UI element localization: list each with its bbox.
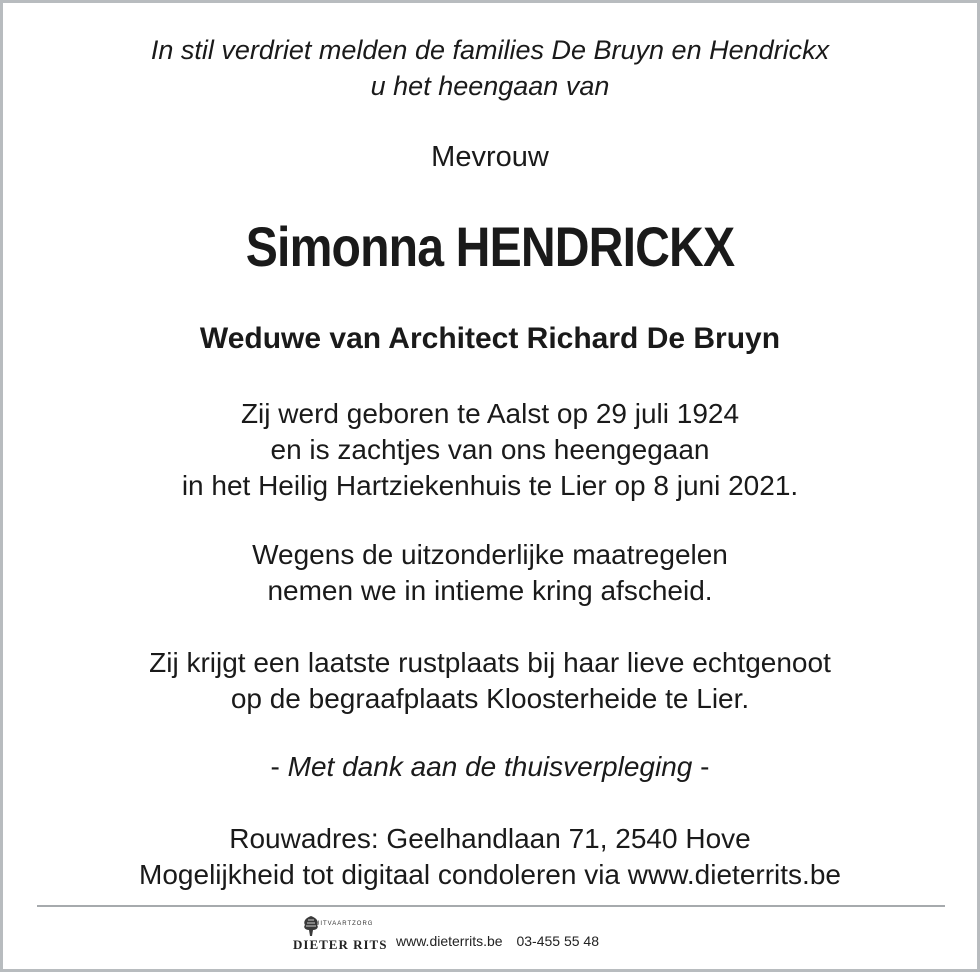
birth-line-2: en is zachtjes van ons heengegaan [270,434,710,465]
thanks-text: Met dank aan de thuisverpleging [287,751,693,782]
address-line: Rouwadres: Geelhandlaan 71, 2540 Hove [229,823,751,854]
burial-line-2: op de begraafplaats Kloosterheide te Lier. [230,683,750,714]
burial-line-1: Zij krijgt een laatste rustplaats bij haar lieve echtgenoot [149,647,831,678]
thanks-prefix: - [270,751,288,782]
logo-subtitle: UITVAARTZORG [315,921,374,927]
condolence-line: Mogelijkheid tot digitaal condoleren via www.dieterrits.be [139,859,841,890]
footer-website: www.dieterrits.be [396,933,503,949]
deceased-name: Simonna HENDRICKX [245,215,735,278]
measures-line-1: Wegens de uitzonderlijke maatregelen [252,539,728,570]
footer-phone: 03-455 55 48 [516,933,600,949]
footer-divider [37,905,945,907]
thanks-suffix: - [692,751,710,782]
relation-line: Weduwe van Architect Richard De Bruyn [199,322,781,355]
honorific: Mevrouw [431,141,549,173]
birth-line-3: in het Heilig Hartziekenhuis te Lier op 8 juni 2021. [181,470,799,501]
funeral-home-footer [3,913,977,965]
intro-line-2: u het heengaan van [370,71,610,101]
intro-line-1: In stil verdriet melden de families De Bruyn en Hendrickx [150,35,830,65]
funeral-home-logo [293,915,388,959]
measures-line-2: nemen we in intieme kring afscheid. [267,575,713,606]
logo-name: DIETER RITS [293,937,388,952]
footer-contact [396,933,599,949]
thanks-line [3,751,977,783]
birth-line-1: Zij werd geboren te Aalst op 29 juli 1924 [240,398,740,429]
